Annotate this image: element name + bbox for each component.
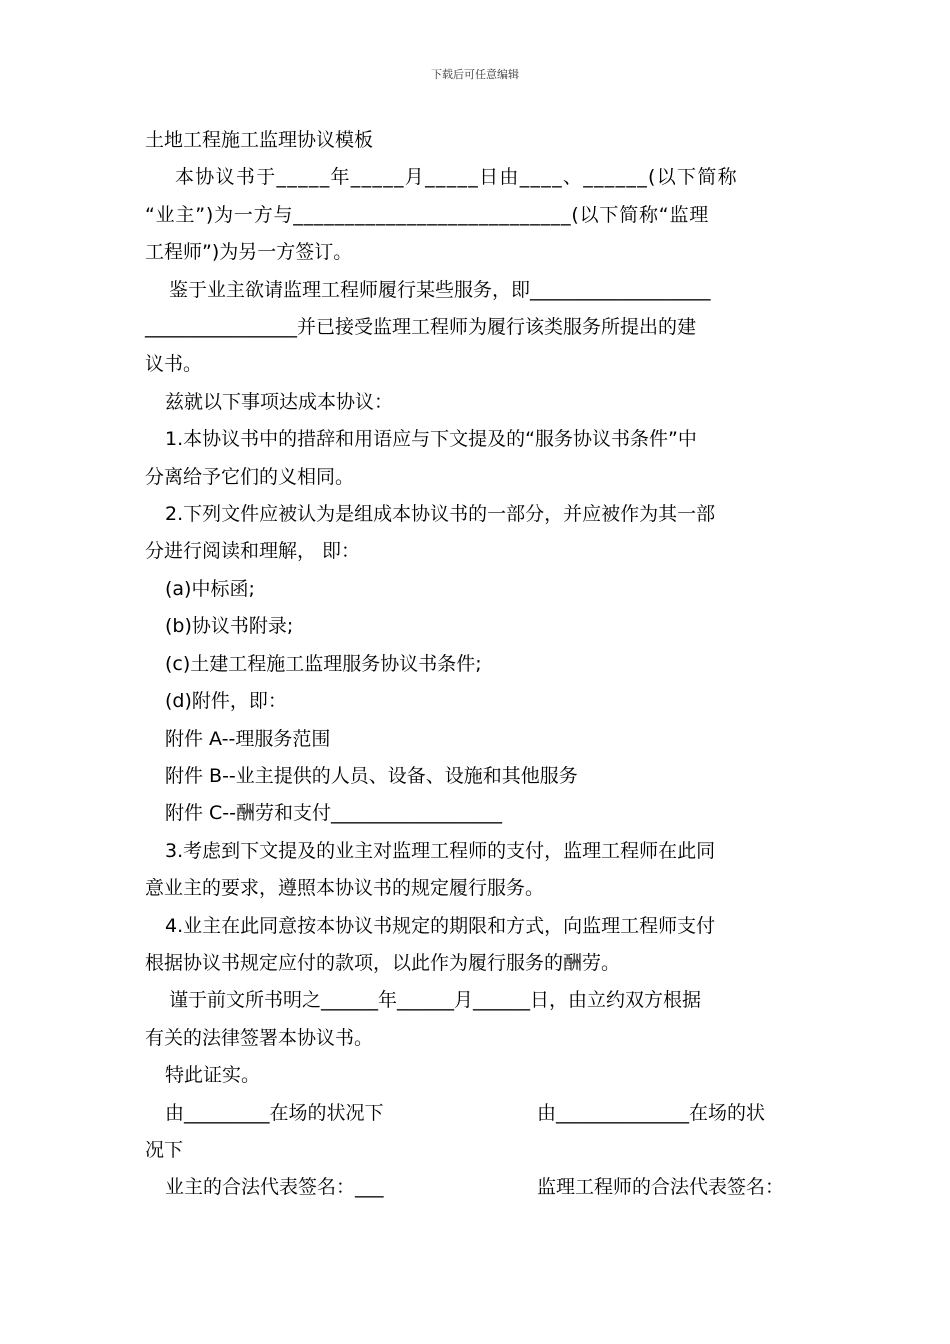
- paragraph-line: 分离给予它们的义相同。: [145, 465, 355, 488]
- paragraph-line: 2.下列文件应被认为是组成本协议书的一部分，并应被作为其一部: [165, 503, 716, 526]
- paragraph-line: “业主”)为一方与___________________________(以下简称“监理: [145, 203, 710, 226]
- paragraph-line: 4.业主在此同意按本协议书规定的期限和方式，向监理工程师支付: [165, 914, 716, 937]
- list-item: (c)土建工程施工监理服务协议书条件;: [165, 652, 482, 675]
- paragraph-line: 有关的法律签署本协议书。: [145, 1026, 374, 1049]
- page-header: 下载后可任意编辑: [431, 68, 519, 81]
- list-item: (b)协议书附录;: [165, 615, 294, 638]
- paragraph-line: 意业主的要求，遵照本协议书的规定履行服务。: [145, 877, 545, 900]
- owner-witness-line: 由_________在场的状况下: [165, 1101, 384, 1124]
- attachment-item: 附件 C--酬劳和支付__________________: [165, 802, 503, 825]
- paragraph-line: 谨于前文所书明之______年______月______日，由立约双方根据: [169, 989, 702, 1012]
- paragraph-line: 本协议书于_____年_____月_____日由____、______(以下简称: [175, 166, 738, 189]
- paragraph-line: 况下: [145, 1138, 184, 1161]
- paragraph-line: 根据协议书规定应付的款项，以此作为履行服务的酬劳。: [145, 951, 621, 974]
- paragraph-line: 工程师”)为另一方签订。: [145, 241, 353, 264]
- paragraph-line: ________________并已接受监理工程师为履行该类服务所提出的建: [145, 316, 697, 339]
- engineer-witness-line: 由______________在场的状: [537, 1101, 766, 1124]
- paragraph-line: 分进行阅读和理解， 即：: [145, 540, 361, 563]
- attachment-item: 附件 A--理服务范围: [165, 727, 331, 750]
- engineer-signature-line: 监理工程师的合法代表签名：: [537, 1176, 785, 1199]
- paragraph-line: 3.考虑到下文提及的业主对监理工程师的支付，监理工程师在此同: [165, 839, 716, 862]
- owner-signature-line: 业主的合法代表签名：___: [165, 1176, 384, 1199]
- witness-row: [145, 1095, 807, 1132]
- paragraph-line: 鉴于业主欲请监理工程师履行某些服务，即___________________: [169, 278, 711, 301]
- paragraph-line: 1.本协议书中的措辞和用语应与下文提及的“服务协议书条件”中: [165, 428, 697, 451]
- paragraph-line: 特此证实。: [165, 1064, 261, 1087]
- signature-row: [145, 1169, 807, 1206]
- document-title: 土地工程施工监理协议模板: [145, 129, 374, 151]
- list-item: (a)中标函;: [165, 577, 255, 600]
- attachment-item: 附件 B--业主提供的人员、设备、设施和其他服务: [165, 764, 578, 787]
- paragraph-line: 议书。: [145, 353, 203, 376]
- list-item: (d)附件，即：: [165, 690, 287, 713]
- paragraph-line: 兹就以下事项达成本协议：: [165, 390, 394, 413]
- document-body: [145, 122, 807, 1207]
